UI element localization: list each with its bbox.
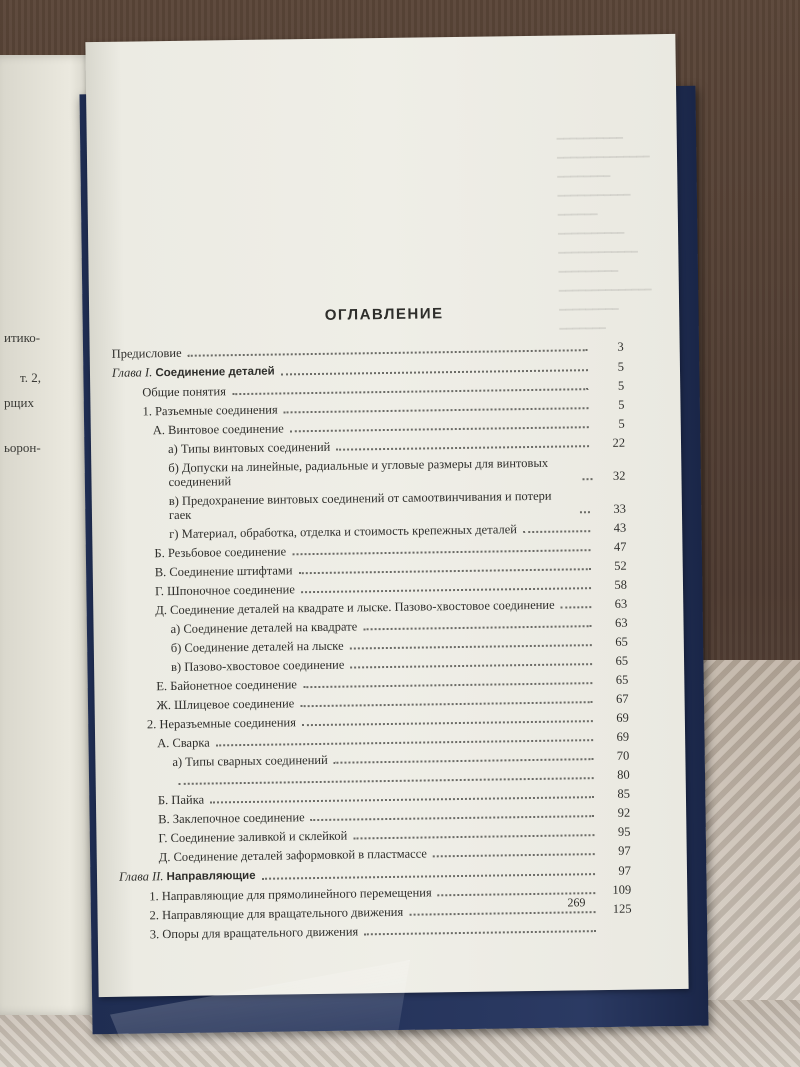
- toc-entry-title: Е. Байонетное соединение: [156, 676, 298, 693]
- page-number: 269: [567, 895, 586, 910]
- toc-entry-title: [119, 867, 256, 884]
- toc-entry-title: Б. Пайка: [157, 792, 205, 807]
- toc-page-number: 67: [615, 691, 629, 706]
- toc-entry-title: [112, 363, 275, 380]
- toc-page-number: 5: [618, 397, 625, 412]
- toc-page-number: 80: [617, 767, 630, 782]
- dot-leader: [303, 682, 592, 688]
- toc-entry-title: В. Заклепочное соединение: [158, 809, 305, 826]
- dot-leader: [179, 777, 594, 785]
- left-page-fragment: рщих: [4, 395, 34, 410]
- dot-leader: [302, 720, 593, 726]
- dot-leader: [363, 625, 591, 630]
- toc-page-number: 33: [613, 501, 627, 516]
- toc-entry-title: Ж. Шлицевое соединение: [156, 695, 295, 712]
- dot-leader: [262, 873, 595, 880]
- left-page-fragment: итико-: [4, 330, 41, 345]
- toc-page-number: 70: [616, 748, 630, 763]
- chapter-label: Глава I.: [111, 364, 156, 380]
- chapter-title: Соединение деталей: [155, 365, 275, 379]
- dot-leader: [334, 758, 594, 764]
- toc-entry-title: в) Предохранение винтовых соединений от самоотвинчивания и потери гаек: [168, 488, 552, 522]
- toc-page-number: 5: [618, 416, 625, 431]
- toc-entry-title: 1. Разъемные соединения: [142, 402, 278, 418]
- toc-entry-title: А. Сварка: [157, 734, 210, 750]
- toc-page-number: 65: [615, 634, 628, 649]
- toc-entry-title: Д. Соединение деталей заформовкой в пластмассе: [158, 845, 427, 864]
- dot-leader: [188, 349, 588, 357]
- toc-entry-title: Предисловие: [111, 345, 182, 361]
- dot-leader: [523, 530, 590, 533]
- toc-page-number: 92: [617, 805, 631, 820]
- toc-page-number: 32: [612, 468, 626, 483]
- toc-page-number: 65: [615, 672, 629, 687]
- dot-leader: [582, 478, 592, 480]
- book-page: [85, 34, 688, 997]
- toc-page-number: 58: [614, 577, 628, 592]
- dot-leader: [561, 606, 592, 608]
- toc-entry-title: Б. Резьбовое соединение: [154, 543, 287, 560]
- toc-entry-title: Д. Соединение деталей на квадрате и лыске. Пазово-хвостовое соединение: [155, 597, 555, 617]
- toc-page-number: 47: [613, 539, 627, 554]
- toc-entry-title: А. Винтовое соединение: [152, 420, 284, 437]
- toc-entry-title: в) Пазово-хвостовое соединение: [170, 657, 345, 674]
- dot-leader: [281, 369, 588, 375]
- toc-page-number: 85: [617, 786, 630, 801]
- dot-leader: [364, 930, 596, 935]
- toc-page-number: 43: [613, 520, 627, 535]
- toc-entry-title: 1. Направляющие для прямолинейного перемещения: [149, 884, 432, 903]
- toc-page-number: 97: [618, 843, 631, 858]
- dot-leader: [311, 815, 595, 821]
- toc-page-number: 5: [617, 359, 625, 374]
- left-page-fragment: т. 2,: [20, 370, 41, 385]
- toc-page-number: 52: [614, 558, 627, 573]
- toc-title: ОГЛАВЛЕНИЕ: [324, 305, 444, 324]
- dot-leader: [298, 568, 590, 574]
- dot-leader: [210, 796, 594, 803]
- toc-entry-title: 3. Опоры для вращательного движения: [149, 923, 359, 941]
- toc-page-number: 109: [612, 882, 632, 897]
- dot-leader: [290, 426, 589, 432]
- dot-leader: [232, 388, 588, 395]
- toc-entry-title: Г. Шпоночное соединение: [154, 581, 295, 598]
- toc-entry-title: В. Соединение штифтами: [154, 562, 293, 579]
- toc-page-number: 69: [616, 729, 630, 744]
- toc-entry-title: 2. Неразъемные соединения: [146, 714, 297, 731]
- dot-leader: [580, 511, 590, 513]
- left-page-fragment: ьорон-: [4, 440, 41, 455]
- toc-entry-title: б) Допуски на линейные, радиальные и угловые размеры для винтовых соединений: [168, 455, 549, 489]
- dot-leader: [301, 587, 591, 593]
- toc-page-number: 3: [617, 339, 624, 354]
- toc-entry-title: а) Типы винтовых соединений: [167, 439, 331, 456]
- dot-leader: [353, 834, 594, 839]
- bleed-through-text: ━━━━━━━━━━ ━━━━━━━━━━━━━━ ━━━━━━━━ ━━━━━━━━━━━ ━━━━━━ ━━━━━━━━━━ ━━━━━━━━━━━━ ━━━━━━━━━ ━━━━━━━━━━━━━━ ━━━━━━━━━ ━━━━━━━: [556, 132, 652, 336]
- toc-entry-title: Г. Соединение заливкой и склейкой: [158, 828, 348, 845]
- toc-page-number: 63: [614, 596, 628, 611]
- toc-list: [112, 337, 632, 944]
- dot-leader: [350, 644, 592, 649]
- toc-entry-title: 2. Направляющие для вращательного движения: [149, 904, 404, 922]
- toc-entry-title: а) Типы сварных соединений: [172, 752, 328, 769]
- dot-leader: [292, 549, 590, 555]
- toc-entry-title: г) Материал, обработка, отделка и стоимость крепежных деталей: [169, 521, 518, 541]
- dot-leader: [216, 739, 593, 746]
- dot-leader: [300, 701, 592, 707]
- toc-page-number: 69: [616, 710, 629, 725]
- dot-leader: [350, 663, 592, 668]
- toc-page-number: 22: [612, 435, 626, 450]
- toc-page-number: 65: [615, 653, 629, 668]
- toc-page-number: 97: [618, 863, 632, 878]
- dot-leader: [433, 853, 595, 857]
- toc-page-number: 95: [617, 824, 631, 839]
- toc-entry-title: а) Соединение деталей на квадрате: [170, 618, 358, 636]
- dot-leader: [284, 407, 589, 413]
- toc-page-number: 5: [617, 378, 625, 393]
- chapter-title: Направляющие: [166, 869, 256, 883]
- toc-page-number: 125: [612, 901, 632, 916]
- dot-leader: [336, 445, 589, 451]
- dot-leader: [409, 911, 595, 916]
- toc-page-number: 63: [614, 615, 628, 630]
- toc-entry-title: б) Соединение деталей на лыске: [170, 638, 344, 655]
- chapter-label: Глава II.: [118, 868, 167, 884]
- toc-entry-title: Общие понятия: [142, 383, 226, 399]
